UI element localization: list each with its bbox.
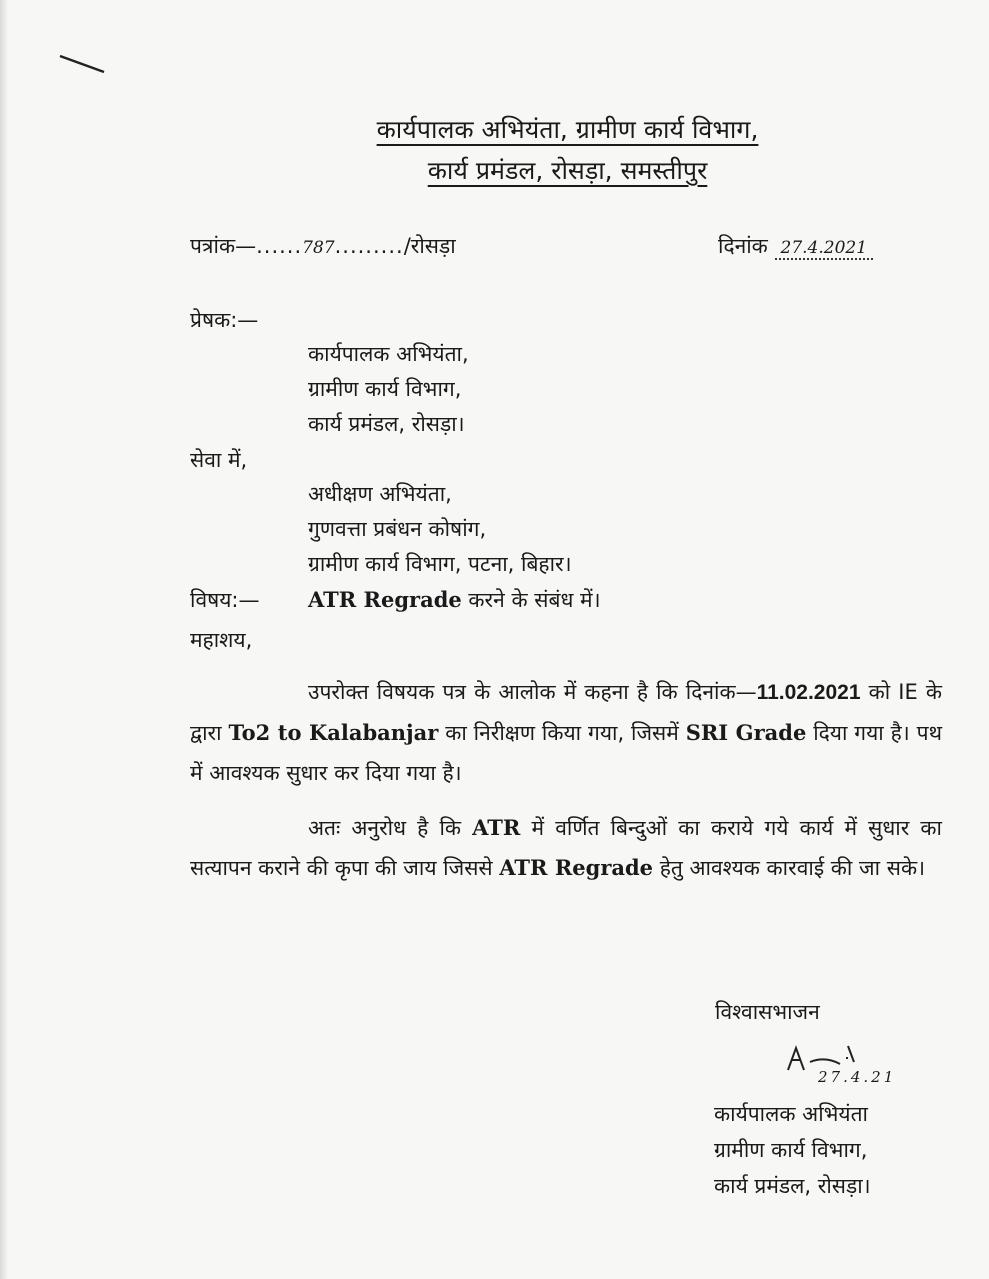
recipient-line: गुणवत्ता प्रबंधन कोषांग, <box>308 517 487 541</box>
reference-dots: ......... <box>334 234 404 258</box>
date-line <box>718 232 873 260</box>
paragraph-text: अतः अनुरोध है कि <box>308 816 473 840</box>
pen-mark-icon <box>58 52 108 76</box>
signature-date: 27.4.21 <box>818 1068 897 1086</box>
paragraph-text: हेतु आवश्यक कारवाई की जा सके। <box>653 856 926 880</box>
road-name: To2 to Kalabanjar <box>228 720 439 745</box>
sender-line: ग्रामीण कार्य विभाग, <box>308 377 462 401</box>
grade-text: SRI Grade <box>685 720 807 745</box>
paragraph-text: उपरोक्त विषयक पत्र के आलोक में कहना है कि दिनांक— <box>308 680 757 704</box>
date-value: 27.4.2021 <box>775 238 874 260</box>
atr-text: ATR <box>472 815 521 840</box>
subject-text <box>308 586 601 614</box>
salutation: महाशय, <box>190 628 253 652</box>
signatory-line: ग्रामीण कार्य विभाग, <box>714 1138 868 1162</box>
recipient-line: ग्रामीण कार्य विभाग, पटना, बिहार। <box>308 552 572 576</box>
date-label: दिनांक <box>718 234 768 258</box>
signatory-line: कार्यपालक अभियंता <box>714 1102 868 1126</box>
recipient-line: अधीक्षण अभियंता, <box>308 482 452 506</box>
paragraph-text: में वर्णित बिन्दुओं का कराये गये कार्य में सुधार का सत्यापन कराने की कृपा की जाय जिससे <box>190 816 942 880</box>
atr-regrade-text: ATR Regrade <box>499 855 654 880</box>
sender-line: कार्य प्रमंडल, रोसड़ा। <box>308 412 465 436</box>
sender-label: प्रेषक:— <box>190 308 259 332</box>
recipient-label: सेवा में, <box>190 448 248 472</box>
valediction: विश्वासभाजन <box>715 1000 820 1024</box>
reference-line <box>190 232 456 260</box>
body-paragraph-2 <box>190 808 942 888</box>
subject-bold: ATR Regrade <box>308 587 462 612</box>
sender-line: कार्यपालक अभियंता, <box>308 342 469 366</box>
scan-edge-shadow <box>0 0 8 1279</box>
paragraph-text: का निरीक्षण किया गया, जिसमें <box>438 721 686 745</box>
paragraph-text: दिया गया है। पथ में आवश्यक सुधार कर दिया गया है। <box>190 721 942 785</box>
reference-suffix: /रोसड़ा <box>403 234 456 258</box>
paragraph-text: को IE के द्वारा <box>190 680 943 745</box>
subject-label: विषय:— <box>190 588 260 612</box>
inspection-date: 11.02.2021 <box>756 681 861 704</box>
reference-dots: ...... <box>256 234 303 258</box>
subject-rest: करने के संबंध में। <box>461 588 601 612</box>
letterhead-location: कार्य प्रमंडल, रोसड़ा, समस्तीपुर <box>427 156 708 185</box>
reference-label: पत्रांक— <box>190 234 257 258</box>
body-paragraph-1 <box>190 672 942 793</box>
reference-number: 787 <box>302 238 335 258</box>
letterhead-office: कार्यपालक अभियंता, ग्रामीण कार्य विभाग, <box>376 115 759 144</box>
signatory-line: कार्य प्रमंडल, रोसड़ा। <box>714 1174 871 1198</box>
